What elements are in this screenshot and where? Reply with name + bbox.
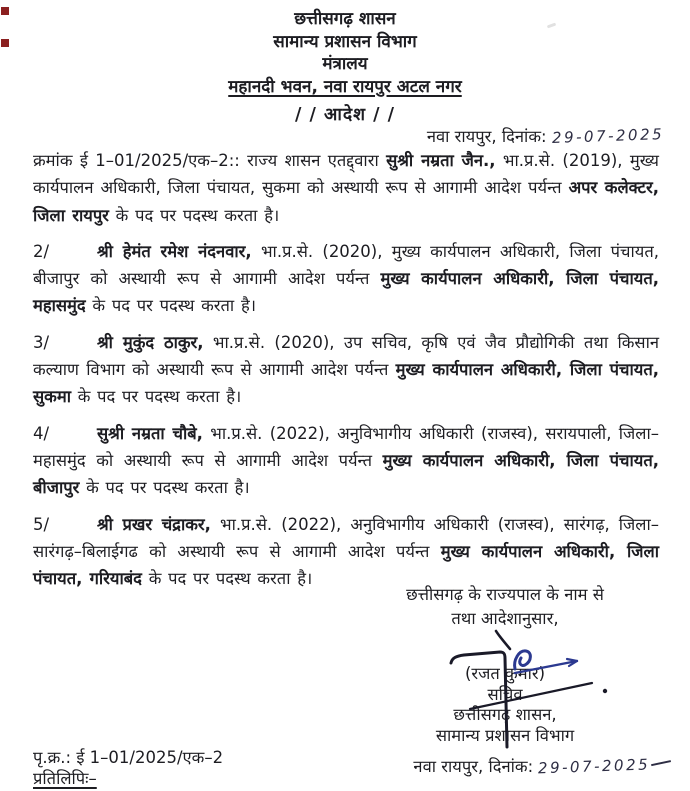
emphasized-text: अपर कलेक्टर, जिला रायपुर	[33, 178, 659, 225]
emphasized-text: श्री हेमंत रमेश नंदनवार,	[97, 241, 252, 261]
signature-block	[355, 583, 655, 779]
issue-date-line	[427, 124, 664, 147]
paragraph-number: 4/	[33, 423, 50, 443]
by-order-line: तथा आदेशानुसार,	[451, 609, 559, 628]
ministry-label: मंत्रालय	[322, 54, 368, 74]
body-text-run: भा.प्र.से. (2020), उप सचिव, कृषि एवं जैव प्रौद्योगिकी तथा किसान कल्याण विभाग को अस्थायी रूप से आगामी आदेश पर्यन्त	[33, 332, 659, 380]
emphasized-text: श्री मुकुंद ठाकुर,	[97, 332, 204, 352]
copy-to-label: प्रतिलिपिः–	[33, 768, 97, 788]
signatory-name: (रजत कुमार)	[464, 664, 546, 683]
body-text-run: भा.प्र.से. (2019), मुख्य कार्यपालन अधिकारी, जिला पंचायत, सुकमा को अस्थायी रूप से आगामी आदेश पर्यन्त	[33, 151, 659, 198]
body-text-run: भा.प्र.से. (2022), अनुविभागीय अधिकारी (राजस्व), सारंगढ़, जिला–सारंगढ़–बिलाईगढ को अस्थायी रूप से आगामी आदेश पर्यन्त	[33, 514, 660, 561]
order-paragraph-2	[33, 238, 659, 320]
emphasized-text: मुख्य कार्यपालन अधिकारी, जिला पंचायत, बीजापुर	[33, 450, 659, 498]
address-line: महानदी भवन, नवा रायपुर अटल नगर	[228, 76, 462, 97]
document-letterhead	[0, 8, 690, 127]
emphasized-text: मुख्य कार्यपालन अधिकारी, जिला पंचायत, सुकमा	[33, 360, 659, 407]
body-text-run: के पद पर पदस्थ करता है।	[70, 387, 242, 407]
emphasized-text: सुश्री नम्रता चौबे,	[97, 423, 203, 443]
emphasized-text: मुख्य कार्यपालन अधिकारी, जिला पंचायत, गरियाबंद	[33, 541, 659, 589]
body-text-run: क्रमांक ई 1–01/2025/एक–2:: राज्य शासन एतद्द्वारा	[33, 151, 387, 170]
signatory-org-line1: छत्तीसगढ़ शासन,	[453, 705, 557, 724]
order-body	[33, 147, 659, 601]
handwritten-signature-date: 29-07-2025	[538, 752, 673, 781]
order-title: / / आदेश / /	[294, 105, 395, 125]
body-text-run: भा.प्र.से. (2020), मुख्य कार्यपालन अधिकारी, जिला पंचायत, बीजापुर को अस्थायी रूप से आगामी आदेश पर्यन्त	[33, 241, 659, 289]
signatory-org-line2: सामान्य प्रशासन विभाग	[435, 725, 575, 745]
order-paragraph-4	[33, 420, 659, 502]
order-paragraph-3	[33, 329, 659, 411]
paragraph-number: 2/	[33, 241, 50, 261]
handwritten-issue-date: 29-07-2025	[551, 125, 665, 147]
body-text-run: के पद पर पदस्थ करता है।	[108, 205, 280, 225]
body-text-run: के पद पर पदस्थ करता है।	[141, 569, 313, 589]
authority-line: छत्तीसगढ़ के राज्यपाल के नाम से	[406, 585, 604, 604]
body-text-run: के पद पर पदस्थ करता है।	[85, 296, 256, 316]
signature-space	[355, 631, 655, 664]
government-name: छत्तीसगढ़ शासन	[294, 9, 396, 29]
order-paragraph-1	[33, 147, 659, 229]
department-name: सामान्य प्रशासन विभाग	[273, 31, 417, 52]
signature-date-label: नवा रायपुर, दिनांक:	[413, 757, 534, 776]
body-text-run: भा.प्र.से. (2022), अनुविभागीय अधिकारी (राजस्व), सरायपाली, जिला–महासमुंद को अस्थायी रूप से आगामी आदेश पर्यन्त	[33, 423, 659, 470]
order-paragraph-5	[33, 511, 659, 593]
footer-block	[33, 748, 223, 789]
file-reference: पृ.क्र.: ई 1–01/2025/एक–2	[33, 748, 224, 767]
paragraph-number: 5/	[33, 514, 50, 534]
emphasized-text: श्री प्रखर चंद्राकर,	[97, 514, 211, 534]
signature-date-line	[393, 755, 690, 779]
body-text-run: के पद पर पदस्थ करता है।	[79, 478, 250, 498]
emphasized-text: मुख्य कार्यपालन अधिकारी, जिला पंचायत, महासमुंद	[33, 269, 659, 316]
signatory-designation: सचिव	[487, 684, 523, 704]
emphasized-text: सुश्री नम्रता जैन.,	[386, 151, 496, 170]
paragraph-number: 3/	[33, 332, 50, 352]
issue-date-label: नवा रायपुर, दिनांक:	[426, 127, 547, 146]
